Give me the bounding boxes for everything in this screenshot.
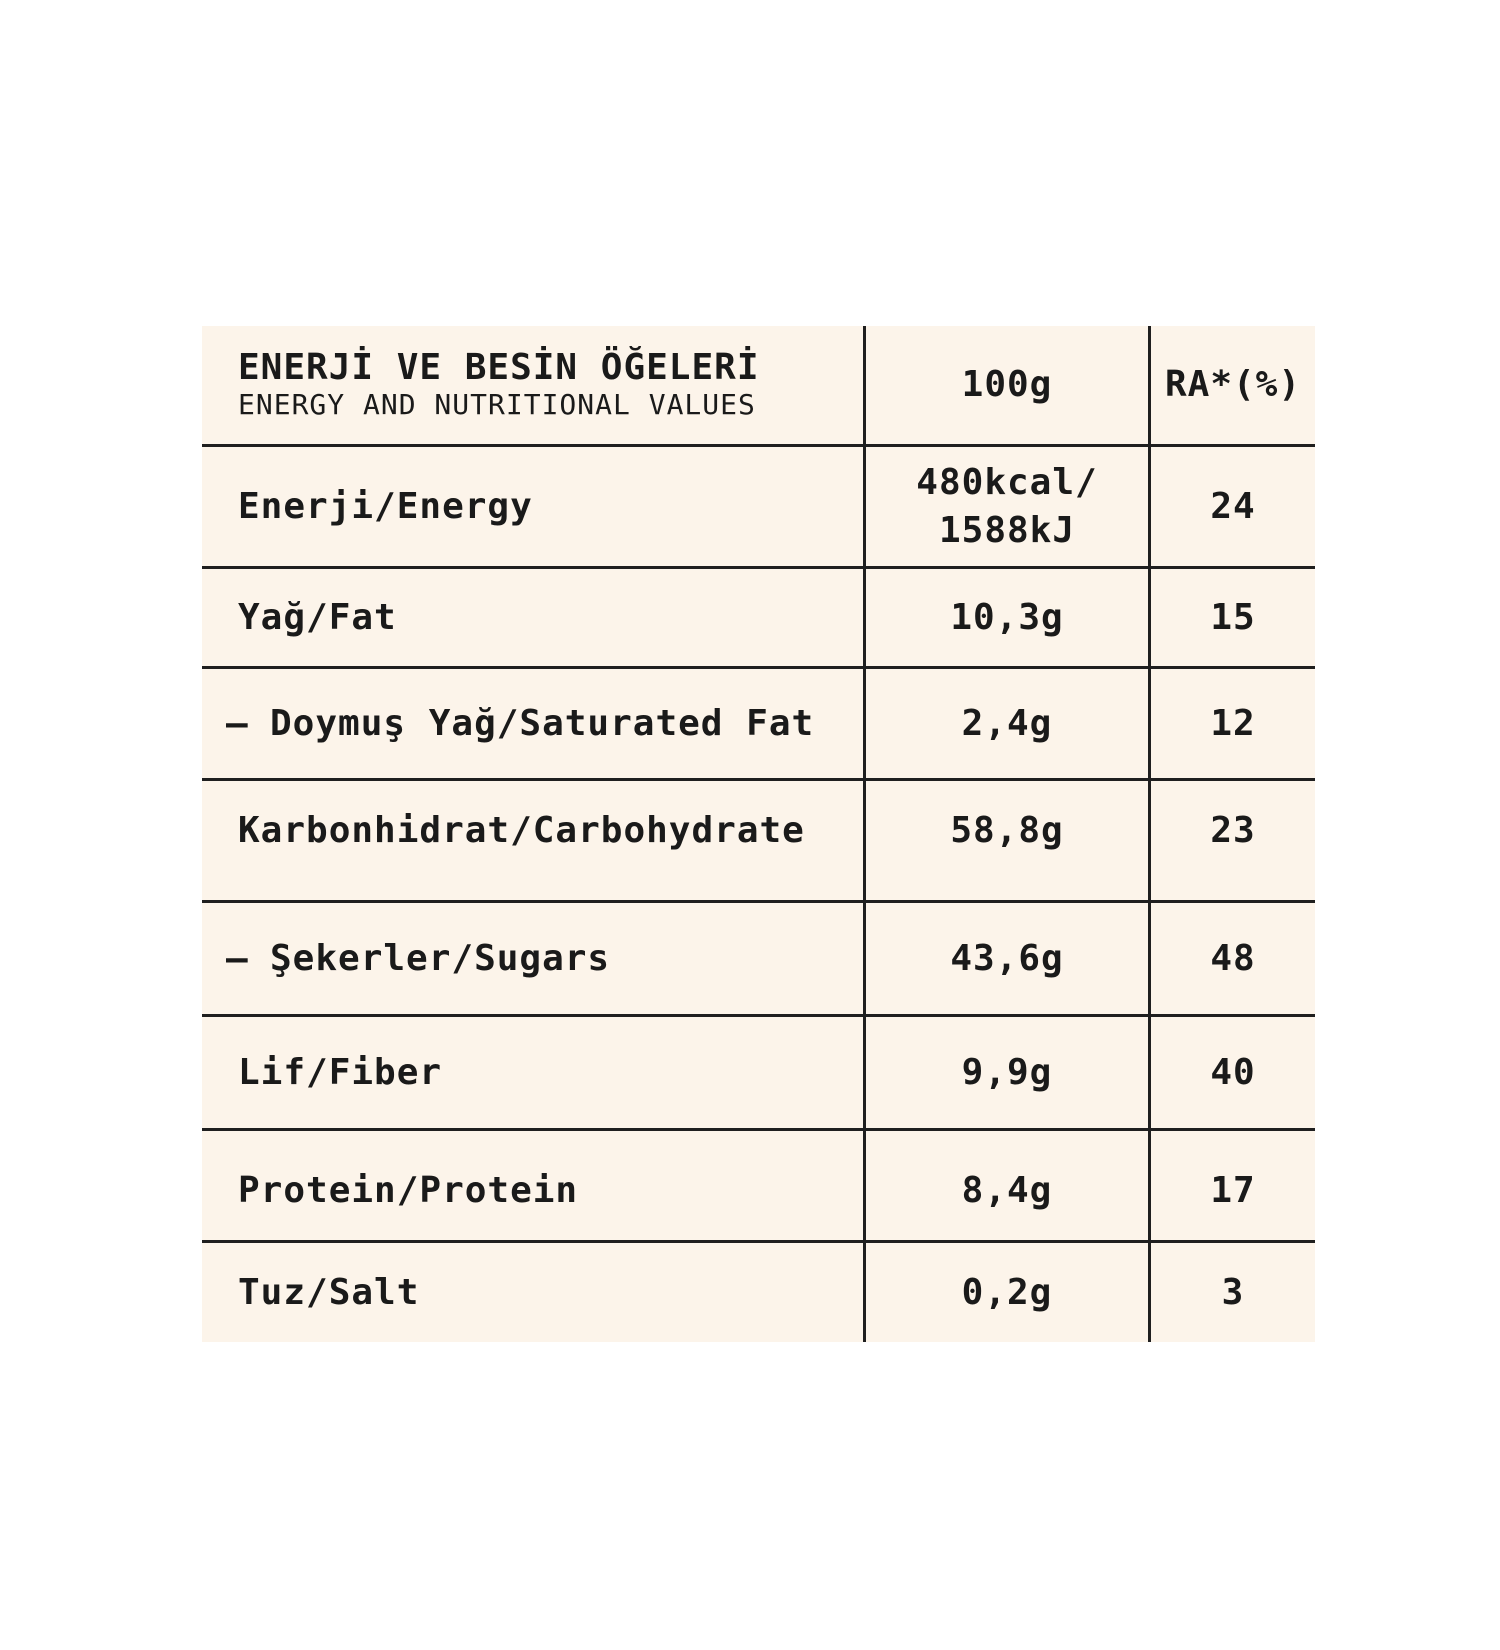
table-row — [202, 1017, 1315, 1128]
row-value: 9,9g — [961, 1051, 1053, 1093]
row-label-cell — [202, 781, 863, 881]
row-ra-cell — [1151, 1131, 1315, 1251]
header-100g: 100g — [961, 364, 1053, 405]
header-100g-cell — [866, 326, 1148, 444]
header-ra: RA*(%) — [1164, 364, 1302, 405]
table-header — [202, 326, 1315, 444]
table-row — [202, 781, 1315, 881]
row-value: 58,8g — [950, 810, 1064, 851]
row-label: Lif/Fiber — [238, 1051, 443, 1093]
row-value-line2: 1588kJ — [938, 509, 1076, 551]
row-label: Protein/Protein — [238, 1170, 579, 1211]
row-label: Enerji/Energy — [238, 485, 533, 527]
row-ra: 24 — [1210, 485, 1256, 527]
row-ra: 17 — [1210, 1170, 1256, 1211]
row-ra: 40 — [1210, 1051, 1256, 1093]
header-title-tr: ENERJİ VE BESİN ÖĞELERİ — [238, 347, 760, 388]
row-ra-cell — [1151, 903, 1315, 1014]
row-value-cell — [866, 669, 1148, 778]
table-row — [202, 447, 1315, 566]
row-label-cell — [202, 569, 863, 666]
row-ra: 3 — [1221, 1271, 1245, 1313]
row-value-cell — [866, 447, 1148, 566]
nutrition-table — [202, 326, 1315, 1342]
row-label: Karbonhidrat/Carbohydrate — [238, 810, 805, 851]
row-label-cell — [202, 1131, 863, 1251]
row-ra: 12 — [1210, 702, 1256, 744]
row-ra-cell — [1151, 1243, 1315, 1342]
row-value-cell — [866, 1017, 1148, 1128]
row-value: 2,4g — [961, 702, 1053, 744]
row-label-cell — [202, 669, 863, 778]
row-value-cell — [866, 903, 1148, 1014]
sub-item-dash: – — [226, 702, 249, 744]
row-label-cell — [202, 1017, 863, 1128]
row-value-cell — [866, 1243, 1148, 1342]
row-label: Doymuş Yağ/Saturated Fat — [270, 702, 815, 744]
table-row — [202, 569, 1315, 666]
row-label: Tuz/Salt — [238, 1271, 420, 1313]
header-title-en: ENERGY AND NUTRITIONAL VALUES — [238, 388, 756, 421]
row-ra: 15 — [1210, 596, 1256, 638]
table-row — [202, 1131, 1315, 1251]
row-ra: 23 — [1210, 810, 1256, 851]
row-value-line1: 480kcal/ — [916, 461, 1098, 503]
row-value: 8,4g — [961, 1170, 1053, 1211]
row-value-cell — [866, 1131, 1148, 1251]
row-ra-cell — [1151, 447, 1315, 566]
row-ra: 48 — [1210, 937, 1256, 979]
row-label: Yağ/Fat — [238, 596, 397, 638]
table-row — [202, 1243, 1315, 1342]
row-value-cell — [866, 569, 1148, 666]
row-label-cell — [202, 447, 863, 566]
sub-item-dash: – — [226, 937, 249, 979]
row-label-cell — [202, 903, 863, 1014]
row-ra-cell — [1151, 569, 1315, 666]
row-label: Şekerler/Sugars — [270, 937, 611, 979]
header-label-cell — [202, 326, 863, 444]
header-ra-cell — [1151, 326, 1315, 444]
table-row — [202, 903, 1315, 1014]
row-value-cell — [866, 781, 1148, 881]
row-label-cell — [202, 1243, 863, 1342]
row-ra-cell — [1151, 781, 1315, 881]
row-value: 43,6g — [950, 937, 1064, 979]
row-value: 10,3g — [950, 596, 1064, 638]
table-row — [202, 669, 1315, 778]
row-value: 0,2g — [961, 1271, 1053, 1313]
row-ra-cell — [1151, 669, 1315, 778]
row-ra-cell — [1151, 1017, 1315, 1128]
